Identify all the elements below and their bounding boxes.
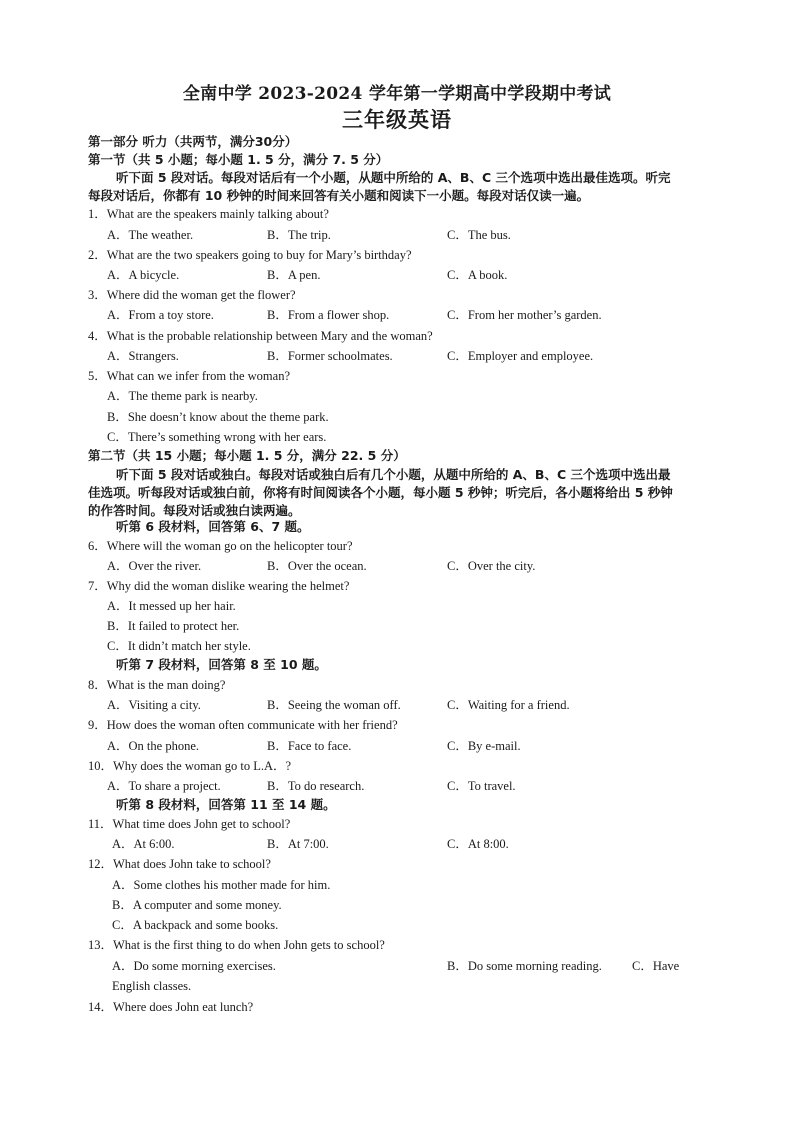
q5-option-b: B．She doesn’t know about the theme park. (107, 410, 329, 424)
q11-option-c: C．At 8:00. (447, 837, 509, 851)
part1-heading: 第一部分 听力（共两节，满分30分） (88, 134, 298, 149)
q6-option-c: C．Over the city. (447, 559, 536, 573)
material-7-heading: 听第 7 段材料，回答第 8 至 10 题。 (116, 657, 327, 672)
q10-option-c: C．To travel. (447, 779, 516, 793)
q8-option-a: A．Visiting a city. (107, 698, 201, 712)
question-4: 4．What is the probable relationship between Mary and the woman? (88, 329, 433, 343)
q9-option-c: C．By e-mail. (447, 739, 521, 753)
material-8-heading: 听第 8 段材料，回答第 11 至 14 题。 (116, 797, 336, 812)
exam-subject: 三年级英语 (342, 108, 452, 132)
q4-option-a: A．Strangers. (107, 349, 179, 363)
q1-option-b: B．The trip. (267, 228, 331, 242)
q7-option-c: C．It didn’t match her style. (107, 639, 251, 653)
q3-option-c: C．From her mother’s garden. (447, 308, 602, 322)
section2-heading: 第二节（共 15 小题；每小题 1. 5 分，满分 22. 5 分） (88, 448, 406, 463)
q2-option-b: B．A pen. (267, 268, 321, 282)
q10-option-a: A．To share a project. (107, 779, 221, 793)
q4-option-c: C．Employer and employee. (447, 349, 594, 363)
q6-option-b: B．Over the ocean. (267, 559, 367, 573)
q2-option-c: C．A book. (447, 268, 508, 282)
q5-option-a: A．The theme park is nearby. (107, 389, 258, 403)
q5-option-c: C．There’s something wrong with her ears. (107, 430, 327, 444)
q9-option-b: B．Face to face. (267, 739, 352, 753)
q13-option-c: C．Have (632, 959, 680, 973)
question-9: 9．How does the woman often communicate with her friend? (88, 718, 398, 732)
question-13: 13．What is the first thing to do when John gets to school? (88, 938, 385, 952)
q9-option-a: A．On the phone. (107, 739, 199, 753)
q13-option-b: B．Do some morning reading. (447, 959, 602, 973)
q3-option-a: A．From a toy store. (107, 308, 214, 322)
section1-instruction-2: 每段对话后，你都有 10 秒钟的时间来回答有关小题和阅读下一小题。每段对话仅读一遍。 (88, 188, 590, 203)
q7-option-b: B．It failed to protect her. (107, 619, 240, 633)
question-8: 8．What is the man doing? (88, 678, 226, 692)
question-7: 7．Why did the woman dislike wearing the helmet? (88, 579, 350, 593)
question-3: 3．Where did the woman get the flower? (88, 288, 296, 302)
question-5: 5．What can we infer from the woman? (88, 369, 291, 383)
question-6: 6．Where will the woman go on the helicopter tour? (88, 539, 353, 553)
q4-option-b: B．Former schoolmates. (267, 349, 393, 363)
q13-option-c-continued: English classes. (112, 979, 192, 993)
question-12: 12．What does John take to school? (88, 857, 271, 871)
q11-option-b: B．At 7:00. (267, 837, 329, 851)
q12-option-a: A．Some clothes his mother made for him. (112, 878, 331, 892)
q12-option-b: B．A computer and some money. (112, 898, 282, 912)
section1-heading: 第一节（共 5 小题；每小题 1. 5 分，满分 7. 5 分） (88, 152, 389, 167)
q8-option-c: C．Waiting for a friend. (447, 698, 570, 712)
section2-instruction-2: 佳选项。听每段对话或独白前，你将有时间阅读各个小题，每小题 5 秒钟；听完后，各小题将给出 5 秒钟 (88, 485, 673, 500)
q13-option-a: A．Do some morning exercises. (112, 959, 276, 973)
q6-option-a: A．Over the river. (107, 559, 202, 573)
q2-option-a: A．A bicycle. (107, 268, 180, 282)
section2-instruction-1: 听下面 5 段对话或独白。每段对话或独白后有几个小题，从题中所给的 A、B、C 三个选项中选出最 (116, 467, 671, 482)
question-11: 11．What time does John get to school? (88, 817, 291, 831)
q3-option-b: B．From a flower shop. (267, 308, 390, 322)
q1-option-c: C．The bus. (447, 228, 511, 242)
material-6-heading: 听第 6 段材料，回答第 6、7 题。 (116, 519, 310, 534)
q8-option-b: B．Seeing the woman off. (267, 698, 401, 712)
q10-option-b: B．To do research. (267, 779, 365, 793)
question-10: 10．Why does the woman go to L.A．? (88, 759, 292, 773)
question-14: 14．Where does John eat lunch? (88, 1000, 254, 1014)
exam-title: 全南中学 2023-2024 学年第一学期高中学段期中考试 (182, 84, 612, 104)
q11-option-a: A．At 6:00. (112, 837, 175, 851)
q1-option-a: A．The weather. (107, 228, 194, 242)
question-2: 2．What are the two speakers going to buy for Mary’s birthday? (88, 248, 412, 262)
section1-instruction-1: 听下面 5 段对话。每段对话后有一个小题，从题中所给的 A、B、C 三个选项中选出最佳选项。听完 (116, 170, 671, 185)
question-1: 1．What are the speakers mainly talking about? (88, 207, 329, 221)
q7-option-a: A．It messed up her hair. (107, 599, 236, 613)
q12-option-c: C．A backpack and some books. (112, 918, 279, 932)
section2-instruction-3: 的作答时间。每段对话或独白读两遍。 (88, 503, 301, 518)
